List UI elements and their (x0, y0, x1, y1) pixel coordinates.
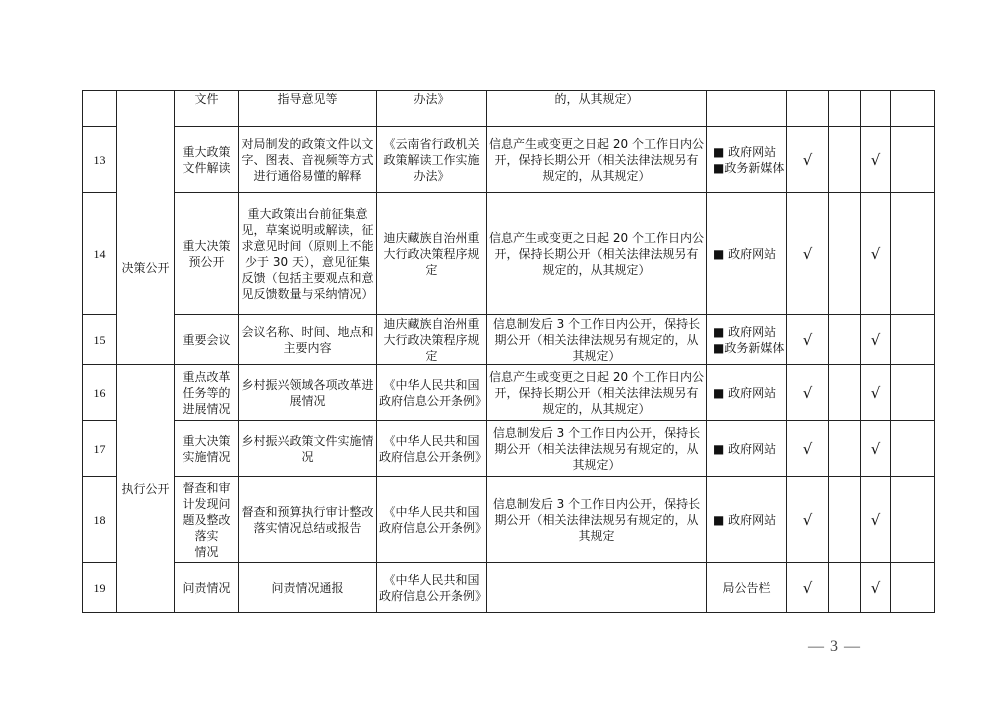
table-row (83, 315, 935, 365)
deadline-text: 的，从其规定） (554, 92, 639, 106)
channel-cell (707, 127, 787, 193)
deadline-cell: 信息产生或变更之日起 20 个工作日内公开，保持长期公开（相关法律法规另有规定的，从其规定） (487, 127, 707, 193)
check-mark: √ (861, 127, 891, 193)
check-mark: √ (861, 193, 891, 315)
item-cell: 重要会议 (175, 315, 239, 365)
channel-cell (707, 315, 787, 365)
item-text: 文件 (194, 92, 219, 106)
channel-item: ■ 政府网站 (713, 324, 777, 339)
channel-item: ■ 政府网站 (713, 512, 777, 527)
table-row (83, 127, 935, 193)
channel-cell: 局公告栏 (707, 563, 787, 613)
row-number: 19 (83, 563, 117, 613)
row-number: 13 (83, 127, 117, 193)
channel-cell (707, 91, 787, 127)
content-cell: 督查和预算执行审计整改落实情况总结或报告 (239, 477, 377, 563)
row-number: 14 (83, 193, 117, 315)
check-cell (891, 315, 935, 365)
group-cell-decision (117, 91, 175, 365)
content-cell (239, 91, 377, 127)
channel-cell (707, 477, 787, 563)
row-number: 15 (83, 315, 117, 365)
law-cell: 迪庆藏族自治州重大行政决策程序规定 (377, 315, 487, 365)
row-number: 16 (83, 365, 117, 421)
check-cell (891, 477, 935, 563)
check-cell (891, 91, 935, 127)
check-cell (891, 365, 935, 421)
deadline-cell: 信息制发后 3 个工作日内公开，保持长期公开（相关法律法规另有规定的，从其规定 (487, 477, 707, 563)
channel-cell (707, 193, 787, 315)
check-mark: √ (787, 365, 829, 421)
check-cell (829, 127, 861, 193)
check-cell (861, 91, 891, 127)
deadline-cell: 信息产生或变更之日起 20 个工作日内公开，保持长期公开（相关法律法规另有规定的，从其规定） (487, 365, 707, 421)
disclosure-table (82, 90, 935, 613)
deadline-cell: 信息产生或变更之日起 20 个工作日内公开，保持长期公开（相关法律法规另有规定的，从其规定） (487, 193, 707, 315)
table-row (83, 193, 935, 315)
law-cell: 《中华人民共和国政府信息公开条例》 (377, 365, 487, 421)
row-number: 17 (83, 421, 117, 477)
channel-item: ■ 政府网站 (713, 385, 777, 400)
law-cell: 《中华人民共和国政府信息公开条例》 (377, 563, 487, 613)
content-cell: 重大政策出台前征集意见，草案说明或解读，征求意见时间（原则上不能少于 30 天），意见征集反馈（包括主要观点和意见反馈数量与采纳情况） (239, 193, 377, 315)
channel-item: ■ 政府网站 (713, 441, 777, 456)
check-cell (829, 477, 861, 563)
check-mark: √ (787, 127, 829, 193)
check-mark: √ (787, 477, 829, 563)
item-cell: 重大政策 文件解读 (175, 127, 239, 193)
table-row (83, 365, 935, 421)
deadline-cell: 信息制发后 3 个工作日内公开，保持长期公开（相关法律法规另有规定的，从其规定） (487, 421, 707, 477)
channel-cell (707, 421, 787, 477)
check-mark: √ (861, 563, 891, 613)
check-cell (829, 365, 861, 421)
law-text: 办法》 (413, 92, 450, 106)
check-cell (829, 421, 861, 477)
table-row-continuation (83, 91, 935, 127)
content-cell: 会议名称、时间、地点和主要内容 (239, 315, 377, 365)
item-cell: 重大决策 预公开 (175, 193, 239, 315)
channel-item: ■ 政府网站 (713, 246, 777, 261)
group-label: 执行公开 (121, 481, 170, 496)
page-number: — 3 — (808, 638, 861, 655)
check-cell (891, 127, 935, 193)
num-cell (83, 91, 117, 127)
content-cell: 问责情况通报 (239, 563, 377, 613)
check-cell (891, 563, 935, 613)
content-text: 指导意见等 (277, 92, 338, 106)
row-number: 18 (83, 477, 117, 563)
item-cell: 问责情况 (175, 563, 239, 613)
check-cell (787, 91, 829, 127)
check-cell (891, 421, 935, 477)
group-cell-execution (117, 365, 175, 613)
channel-item: ■政务新媒体 (713, 340, 785, 355)
law-cell: 迪庆藏族自治州重大行政决策程序规定 (377, 193, 487, 315)
channel-item: ■政务新媒体 (713, 160, 785, 175)
check-cell (829, 563, 861, 613)
check-mark: √ (861, 315, 891, 365)
law-cell: 《云南省行政机关政策解读工作实施办法》 (377, 127, 487, 193)
deadline-cell (487, 91, 707, 127)
channel-item: ■ 政府网站 (713, 144, 777, 159)
law-cell: 《中华人民共和国政府信息公开条例》 (377, 477, 487, 563)
check-mark: √ (787, 563, 829, 613)
check-mark: √ (787, 315, 829, 365)
item-cell: 重点改革 任务等的 进展情况 (175, 365, 239, 421)
check-cell (829, 91, 861, 127)
content-cell: 对局制发的政策文件以文字、图表、音视频等方式进行通俗易懂的解释 (239, 127, 377, 193)
table-row (83, 563, 935, 613)
table-row (83, 477, 935, 563)
law-cell: 《中华人民共和国政府信息公开条例》 (377, 421, 487, 477)
table-row (83, 421, 935, 477)
check-mark: √ (787, 193, 829, 315)
channel-cell (707, 365, 787, 421)
law-cell (377, 91, 487, 127)
item-cell (175, 91, 239, 127)
check-mark: √ (861, 421, 891, 477)
check-cell (891, 193, 935, 315)
deadline-cell: 信息制发后 3 个工作日内公开，保持长期公开（相关法律法规另有规定的，从其规定） (487, 315, 707, 365)
check-mark: √ (861, 477, 891, 563)
check-cell (829, 193, 861, 315)
check-cell (829, 315, 861, 365)
content-cell: 乡村振兴政策文件实施情况 (239, 421, 377, 477)
item-cell: 重大决策 实施情况 (175, 421, 239, 477)
deadline-cell (487, 563, 707, 613)
content-cell: 乡村振兴领域各项改革进展情况 (239, 365, 377, 421)
check-mark: √ (861, 365, 891, 421)
item-cell: 督查和审 计发现问 题及整改 落实 情况 (175, 477, 239, 563)
check-mark: √ (787, 421, 829, 477)
group-label: 决策公开 (121, 260, 170, 275)
